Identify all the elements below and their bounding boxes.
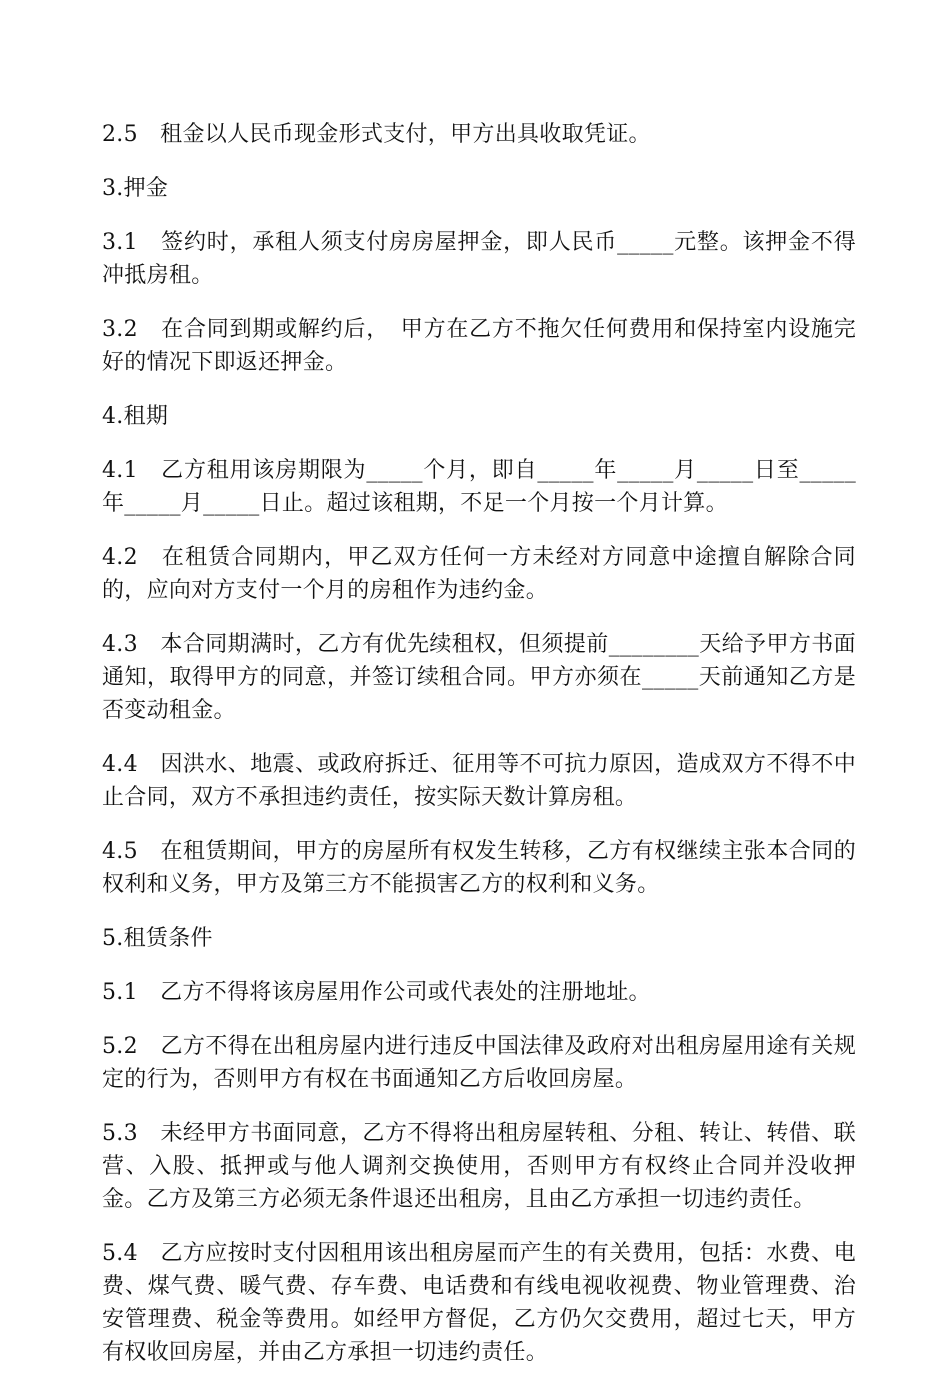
clause-4-2: 4.2 在租赁合同期内，甲乙双方任何一方未经对方同意中途擅自解除合同的，应向对方支付一个月的房租作为违约金。 (102, 545, 856, 603)
clause-4-1: 4.1 乙方租用该房期限为_____个月，即自_____年_____月_____日至_____年_____月_____日止。超过该租期，不足一个月按一个月计算。 (102, 458, 856, 516)
clause-2-5: 2.5 租金以人民币现金形式支付，甲方出具收取凭证。 (102, 122, 651, 147)
clause-4-4: 4.4 因洪水、地震、或政府拆迁、征用等不可抗力原因，造成双方不得不中止合同，双方不承担违约责任，按实际天数计算房租。 (102, 752, 856, 810)
section-heading-conditions: 5.租赁条件 (102, 926, 213, 951)
clause-3-2: 3.2 在合同到期或解约后， 甲方在乙方不拖欠任何费用和保持室内设施完好的情况下即返还押金。 (102, 317, 856, 375)
clause-5-4: 5.4 乙方应按时支付因租用该出租房屋而产生的有关费用，包括：水费、电费、煤气费、暖气费、存车费、电话费和有线电视收视费、物业管理费、治安管理费、税金等费用。如经甲方督促，乙方仍欠交费用，超过七天，甲方有权收回房屋，并由乙方承担一切违约责任。 (102, 1241, 856, 1365)
clause-5-2: 5.2 乙方不得在出租房屋内进行违反中国法律及政府对出租房屋用途有关规定的行为，否则甲方有权在书面通知乙方后收回房屋。 (102, 1034, 856, 1092)
clause-4-5: 4.5 在租赁期间，甲方的房屋所有权发生转移，乙方有权继续主张本合同的权利和义务，甲方及第三方不能损害乙方的权利和义务。 (102, 839, 856, 897)
clause-5-3: 5.3 未经甲方书面同意，乙方不得将出租房屋转租、分租、转让、转借、联营、入股、抵押或与他人调剂交换使用，否则甲方有权终止合同并没收押金。乙方及第三方必须无条件退还出租房，且由乙方承担一切违约责任。 (102, 1121, 856, 1212)
clause-3-1: 3.1 签约时，承租人须支付房房屋押金，即人民币_____元整。该押金不得冲抵房租。 (102, 230, 856, 288)
section-heading-term: 4.租期 (102, 404, 169, 429)
section-heading-deposit: 3.押金 (102, 176, 169, 201)
clause-5-1: 5.1 乙方不得将该房屋用作公司或代表处的注册地址。 (102, 980, 651, 1005)
clause-4-3: 4.3 本合同期满时，乙方有优先续租权，但须提前________天给予甲方书面通知，取得甲方的同意，并签订续租合同。甲方亦须在_____天前通知乙方是否变动租金。 (102, 632, 856, 723)
document-page (102, 118, 856, 1390)
